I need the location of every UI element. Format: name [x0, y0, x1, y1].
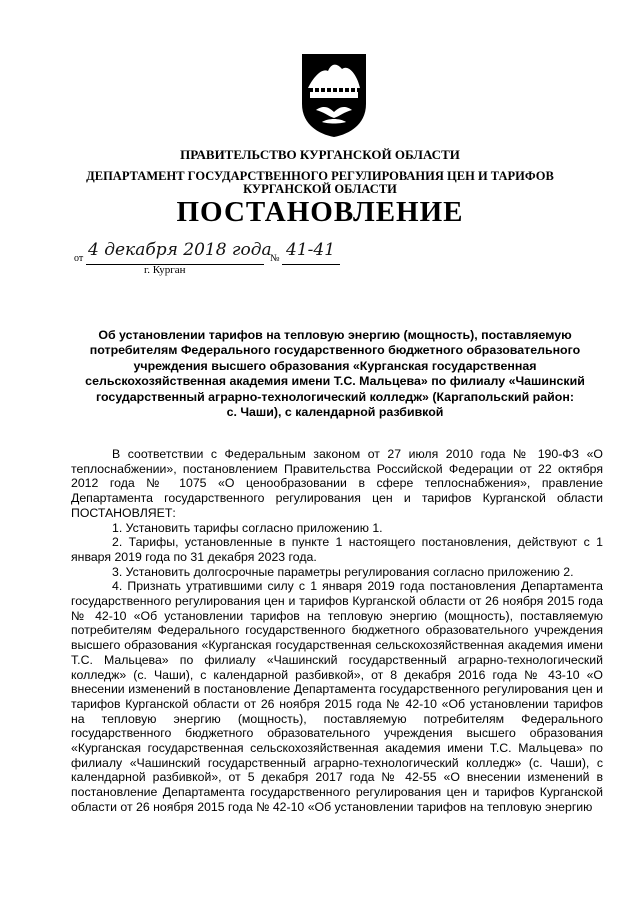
clause-2: 2. Тарифы, установленные в пункте 1 настоящего постановления, действуют с 1 января 2019 года по 31 декабря 2023 года.	[71, 535, 603, 564]
heading-line: государственный аграрно-технологический колледж» (Каргапольский район:	[96, 389, 574, 404]
from-label: от	[74, 253, 84, 264]
clause-4: 4. Признать утратившими силу с 1 января 2019 года постановления Департамента государственного регулирования цен и тарифов Курганской области от 26 ноября 2015 года № 42-10 «Об установлении тарифов на тепловую энергию (мощность), поставляемую потребителям Федерального государственного бюджетного образовательного учреждения высшего образования «Курганская государственная сельскохозяйственная академия имени Т.С. Мальцева» по филиалу «Чашинский государственный аграрно-технологический колледж» (с. Чаши), с календарной разбивкой», от 8 декабря 2016 года № 43-10 «О внесении изменений в постановление Департамента государственного регулирования цен и тарифов Курганской области от 26 ноября 2015 года № 42-10 «Об установлении тарифов на тепловую энергию (мощность), поставляемую потребителям Федерального государственного бюджетного образовательного учреждения высшего образования «Курганская государственная сельскохозяйственная академия имени Т.С. Мальцева» по филиалу «Чашинский государственный аграрно-технологический колледж» (с. Чаши), с календарной разбивкой», от 5 декабря 2017 года № 42-55 «О внесении изменений в постановление Департамента государственного регулирования цен и тарифов Курганской области от 26 ноября 2015 года № 42-10 «Об установлении тарифов на тепловую энергию	[71, 579, 603, 814]
clause-3: 3. Установить долгосрочные параметры регулирования согласно приложению 2.	[112, 564, 574, 579]
heading-line: Об установлении тарифов на тепловую энергию (мощность), поставляемую	[98, 328, 572, 342]
city-label: г. Курган	[144, 264, 186, 276]
heading-line: потребителям Федерального государственного бюджетного образовательного	[89, 343, 581, 358]
handwritten-date: 4 декабря 2018 года	[88, 240, 272, 260]
date-number-line	[74, 242, 374, 282]
preamble-paragraph: В соответствии с Федеральным законом от 27 июля 2010 года № 190-ФЗ «О теплоснабжении», постановлением Правительства Российской Федерации от 22 октября 2012 года № 1075 «О ценообразовании в сфере теплоснабжения», правление Департамента государственного регулирования цен и тарифов Курганской области ПОСТАНОВЛЯЕТ:	[71, 447, 603, 520]
resolution-heading	[70, 328, 600, 420]
clause-1: 1. Установить тарифы согласно приложению 1.	[112, 520, 383, 535]
heading-line: с. Чаши), с календарной разбивкой	[226, 405, 444, 420]
department-name-line2: КУРГАНСКОЙ ОБЛАСТИ	[243, 182, 397, 196]
handwritten-number: 41-41	[286, 240, 336, 260]
heading-line: сельскохозяйственная академия имени Т.С. Мальцева» по филиалу «Чашинский	[85, 374, 585, 389]
government-name: ПРАВИТЕЛЬСТВО КУРГАНСКОЙ ОБЛАСТИ	[180, 147, 460, 162]
document-type-title: ПОСТАНОВЛЕНИЕ	[176, 196, 464, 228]
resolution-body	[71, 447, 603, 815]
department-name-line1: ДЕПАРТАМЕНТ ГОСУДАРСТВЕННОГО РЕГУЛИРОВАНИЯ ЦЕН И ТАРИФОВ	[86, 169, 554, 183]
coat-of-arms-icon	[300, 52, 368, 138]
department-name	[0, 170, 640, 196]
number-label: №	[270, 253, 280, 264]
number-underline	[282, 264, 340, 265]
heading-line: учреждения высшего образования «Курганская государственная	[133, 358, 537, 373]
